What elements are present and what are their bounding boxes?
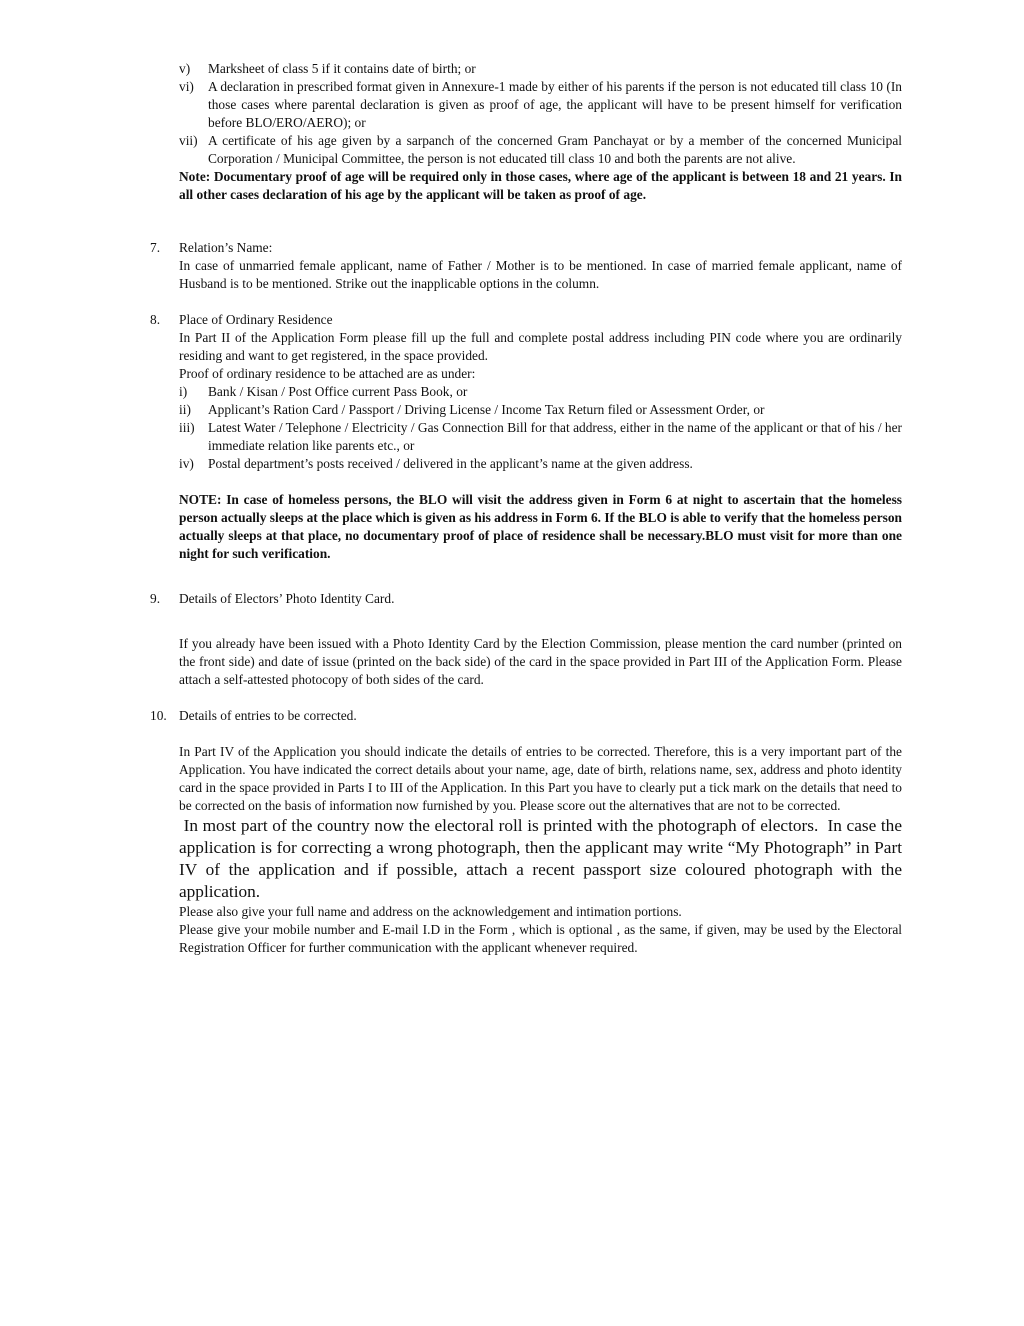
section-number: 7. xyxy=(150,240,161,255)
acknowledgement-line: Please also give your full name and address on the acknowledgement and intimation portions. xyxy=(179,904,682,919)
list-item xyxy=(179,401,902,419)
list-item xyxy=(179,455,902,473)
list-text: Bank / Kisan / Post Office current Pass Book, or xyxy=(208,384,468,399)
list-marker: v) xyxy=(179,61,191,76)
list-item xyxy=(179,78,902,132)
list-marker: ii) xyxy=(179,402,191,417)
section-number: 9. xyxy=(150,591,161,606)
list-item xyxy=(179,60,902,78)
proof-intro: Proof of ordinary residence to be attached are as under: xyxy=(179,366,476,381)
list-text: Marksheet of class 5 if it contains date of birth; or xyxy=(208,61,476,76)
list-text: A certificate of his age given by a sarpanch of the concerned Gram Panchayat or by a member of the concerned Municipal Corporation / Municipal Committee, the person is not educated till class 10 and both the parents are not alive. xyxy=(208,133,902,166)
section-heading: Place of Ordinary Residence xyxy=(179,312,333,327)
mobile-email-paragraph: Please give your mobile number and E-mail I.D in the Form , which is optional , as the same, if given, may be used by the Electoral Registration Officer for further communication with the applicant whenever required. xyxy=(179,922,902,955)
list-text: Latest Water / Telephone / Electricity / Gas Connection Bill for that address, either in the name of the applicant or that of his / her immediate relation like parents etc., or xyxy=(208,420,902,453)
section-9-body: If you already have been issued with a Photo Identity Card by the Election Commission, please mention the card number (printed on the front side) and date of issue (printed on the back side) of the card in the space provided in Part III of the Application Form. Please attach a self-attested photocopy of both sides of the card. xyxy=(179,636,902,687)
section-body: In case of unmarried female applicant, name of Father / Mother is to be mentioned. In case of married female applicant, name of Husband is to be mentioned. Strike out the inapplicable options in the column. xyxy=(179,258,902,291)
age-proof-list xyxy=(179,60,902,204)
section-number: 8. xyxy=(150,312,161,327)
list-text: Postal department’s posts received / delivered in the applicant’s name at the given address. xyxy=(208,456,693,471)
section-heading: Relation’s Name: xyxy=(179,240,273,255)
section-10-heading-row xyxy=(150,707,902,725)
section-body: In Part IV of the Application you should indicate the details of entries to be corrected. Therefore, this is a very important part of the Application. You have indicated the correct details about your name, age, date of birth, relations name, sex, address and photo identity card in the space provided in Parts I to III of the Application. In this Part you have to clearly put a tick mark on the details that need to be corrected on the basis of information now furnished by you. Please score out the alternatives that are not to be corrected. xyxy=(179,744,902,813)
section-heading: Details of entries to be corrected. xyxy=(179,708,357,723)
section-body: In Part II of the Application Form please fill up the full and complete postal address including PIN code where you are ordinarily residing and want to get registered, in the space provided. xyxy=(179,330,902,363)
section-10-content xyxy=(179,743,907,957)
homeless-note: NOTE: In case of homeless persons, the BLO will visit the address given in Form 6 at night to ascertain that the homeless person actually sleeps at the place which is given as his address in Form 6. If the BLO is able to verify that the homeless person actually sleeps at that place, no documentary proof of place of residence shall be necessary.BLO must visit for more than one night for such verification. xyxy=(179,492,902,561)
list-item xyxy=(179,383,902,401)
photograph-paragraph: In most part of the country now the electoral roll is printed with the photograph of electors. In case the application is for correcting a wrong photograph, then the applicant may write “My Photograph” in Part IV of the application and if possible, attach a recent passport size coloured photograph with the application. xyxy=(179,816,907,901)
list-marker: vi) xyxy=(179,79,194,94)
section-8 xyxy=(150,311,902,473)
section-9-heading-row xyxy=(150,590,902,608)
section-heading: Details of Electors’ Photo Identity Card. xyxy=(179,591,395,606)
list-text: A declaration in prescribed format given in Annexure-1 made by either of his parents if the person is not educated till class 10 (In those cases where parental declaration is given as proof of age, the applicant will have to be present himself for verification before BLO/ERO/AERO); or xyxy=(208,79,902,130)
list-marker: i) xyxy=(179,384,188,399)
list-marker: iv) xyxy=(179,456,194,471)
list-item xyxy=(179,132,902,168)
section-7 xyxy=(150,239,902,293)
list-marker: vii) xyxy=(179,133,198,148)
section-number: 10. xyxy=(150,708,167,723)
list-item xyxy=(179,419,902,455)
age-proof-note: Note: Documentary proof of age will be required only in those cases, where age of the applicant is between 18 and 21 years. In all other cases declaration of his age by the applicant will be taken as proof of age. xyxy=(179,169,902,202)
list-text: Applicant’s Ration Card / Passport / Driving License / Income Tax Return filed or Assessment Order, or xyxy=(208,402,765,417)
list-marker: iii) xyxy=(179,420,195,435)
